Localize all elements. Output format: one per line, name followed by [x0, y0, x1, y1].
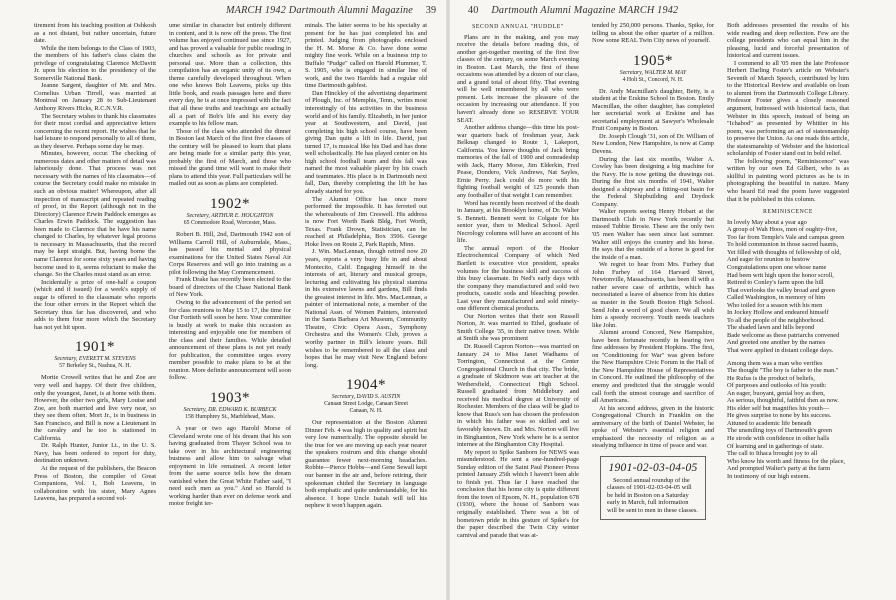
poem-line: Who know his worth and fitness for the place,: [727, 457, 846, 465]
poem-line: Too far from Temple's Vale and campus green: [727, 233, 845, 241]
paragraph: Dr. Russell Capron Norton—was married on January 24 to Miss Janet Wadhams of Torrington, Connecticut at the Center Congregational Church in that city. The bride, a graduate of Skidmore was art teacher at the Wethersfield, Connecticut High School. Russell graduated from Middlebury and received his medical degree at University of Rochester. Members of the class will be glad to know that Russ's son has chosen the profession in which his father was so skilled and so favorably known. Dr. and Mrs. Norton will live in Binghamton, New York where he is a senior internee at the Binghamton City Hospital.: [457, 342, 579, 449]
class-address: 4 Holt St., Concord, N. H.: [622, 76, 684, 83]
poem-line: And eager for reunion to bestow: [727, 256, 810, 264]
class-year: 1902*: [210, 196, 250, 213]
paragraph: Incidentally a prize of one-half a coupon (which and if issued) for a week's supply of sugar is offered to the classmate who reports the four other errors in the Report which the Secretary thus far has discovered, and who adds to them four more which the Secretary has not yet hit upon.: [34, 278, 156, 331]
paragraph: Dr. Joseph Clough '31, son of Dr. William of New London, New Hampshire, is now at Camp Devens.: [592, 132, 714, 156]
class-year: 1903*: [210, 389, 250, 406]
poem-line: Bade welcome as these patriarchs convened: [727, 331, 840, 339]
right-column-3: [727, 22, 849, 598]
paragraph: The Secretary wishes to thank his classmates for their most cordial and appreciative letters concerning the recent report. He wishes that he had leisure to respond personally to all of them, as they deserve. Perhaps some day he may.: [34, 112, 156, 150]
roundup-notice-box: [600, 456, 706, 521]
poem-line: That overlooks the valley broad and green: [727, 286, 835, 294]
poem-line: Yet filled with thoughts of fellowship of old,: [727, 248, 842, 256]
poem-line: His elder self but magnifies his youth—: [727, 404, 830, 412]
right-running-head: [458, 5, 678, 16]
class-secretary: Secretary, EVERETT M. STEVENS: [54, 356, 136, 363]
class-address: 65 Commodore Road, Worcester, Mass.: [183, 220, 277, 227]
class-1905-heading: [592, 53, 714, 84]
paragraph: Alumni around Concord, New Hampshire, have been fortunate recently in hearing two fine addresses by President Hopkins. The first, on "Conditioning for War" was given before the New Hampshire Civic Forum in the Hall of the New Hampshire House of Representatives in Concord. He outlined the philosophy of the enemy and predicted that the struggle would call forth the utmost courage and sacrifice of all Americans.: [592, 329, 714, 405]
poem-line: And prompted Walter's party at the farm: [727, 465, 831, 473]
paragraph: Mortie Crowell writes that he and Zoe are very well and happy. Of their five children, only the youngest, Janet, is at home with them. However, the other two girls, Mary Louise and Zoe, are both married and live very near, so they see them often. Mort Jr., is in business in San Francisco, and Bill is now a Lieutenant in the cavalry and he too is stationed in California.: [34, 374, 156, 442]
paragraph: Minutes, however, occur. The checking of numerous dates and other matters of detail was laboriously done. That process was not necessary with the names of his classmates—of course the Secretary could make no mistake in such an obvious matter! Whereupon, after all inspection of manuscript and repeated reading of proof, in the Report (although not in the Directory) Clarence Erwin Paddock emerges as Charles Erwin Paddock. The suggestion has been made to Clarence that he have his name changed to Charles, by whatever legal process is necessary in Massachusetts, that the record may be kept straight. But, having borne the name Clarence for some sixty years and having become used to it, seems reluctant to make the change. So the Charles must stand as an error.: [34, 150, 156, 279]
poem-line: The shaded lawn and hills beyond: [727, 324, 815, 332]
paragraph: Word has recently been received of the death in January, at his Brooklyn home, of Dr. Walter S. Bennett. Bennett went to Colgate for his senior year, then to Medical School. April Necrology columns will have an account of his life.: [457, 199, 579, 245]
paragraph: Both addresses presented the results of his wide reading and deep reflection. Few are the college presidents who can equal him in the pleasing, lucid and forceful presentation of historical and current issues.: [727, 22, 849, 60]
paragraph: Plans are in the making, and you may receive the details before reading this, of another get-together meeting of the first five classes of the century, on some March evening in Boston. Last March, the first of these occasions was attended by a dozen of our class, and a grand total of about fifty. That evening will be well remembered by all who were present. Lets increase the pleasure of the occasion by increasing our attendance. If you haven't already done so RESERVE YOUR SEAT.: [457, 33, 579, 124]
paragraph: Those of the class who attended the dinner in Boston last March of the first five classes of the century will be pleased to learn that plans are being made for a similar party this year, probably the first of March, and those who missed the grand time will want to make their plans to attend this year. Full particulars will be mailed out as soon as plans are completed.: [169, 127, 291, 188]
paragraph: Dan Hinckley of the advertising department of Plough, Inc. of Memphis, Tenn., writes most interestingly of his activities in the business world and of his family. Elizabeth, in her junior year at Southwestern, and David, just completing his high school course, have been giving Dan quite a lift in life. David, just turned 17, is musical like his Dad and has done well scholastically. He has played center on his high school football team and this fall was named the most valuable player by his coach and teammates. His place is in Dartmouth next fall, Dan, thereby completing the lift he has already started for you.: [305, 89, 427, 196]
class-secretary: Secretary, WALTER M. MAY: [619, 69, 687, 76]
poem: [727, 219, 849, 481]
paragraph: At the request of the publishers, the Beacon Press of Boston, the compiler of Great Companions, Vol. 1, Bob Leavens, in collaboration with his sister, Mary Agnes Leavens, has prepared a second vol-: [34, 464, 156, 503]
class-1901-heading: [34, 339, 156, 370]
poem-line: That were applied in distant college days.: [727, 346, 834, 354]
left-month: MARCH 1942: [226, 5, 287, 16]
paragraph: Our Norton writes that their son Russell Norton, Jr. was married to Ethel, graduate of Smith College '35, in their native town. While at Smith she was prominent: [457, 312, 579, 343]
poem-line: Congratulations upon one whose name: [727, 263, 827, 271]
paragraph: Our representation at the Boston Alumni Dinner Feb. 4 was high in quality and spirit but very low numerically. The opposite should be the true for we are moving up each year nearer the speakers rostrum and this change should guarantee fewer next-morning headaches. Robbie—Pierce Hobbs—and Gene Sewall kept our banner in the air and, before retiring, their spokesman chided the Secretary in language both emphatic and quite understandable, for his absence. I hope Uncle Isaiah will tell his nephew it won't happen again.: [305, 419, 427, 510]
paragraph: tirement from his teaching position at Oshkosh as a not distant, but rather uncertain, future date.: [34, 22, 156, 45]
class-secretary: Secretary, DR. EDWARD K. BURBECK: [183, 406, 277, 413]
paragraph: At his second address, given in the historic Congregational Church in Franklin on the anniversary of the birth of Daniel Webster, he spoke of Webster's essential religion and emphasized the necessity of religion as a steadying influence in time of peace and war.: [592, 404, 714, 450]
paragraph: Dr. Andy Macmillan's daughter, Betty, is a student at the Erskine School in Boston. Emily Macmillan, the other daughter, has completed her secretarial work at Erskine and has secretarial employment at Sawyer's Wholesale Fruit Company in Boston.: [592, 87, 714, 133]
class-1904-heading: [305, 377, 427, 415]
class-1902-heading: [169, 196, 291, 227]
poem-stanza-2: [727, 360, 849, 481]
paragraph: ume similar in character but entirely different in content, and it is now off the press. The first volume has enjoyed continued use since 1927, and has proved a valuable for public reading in churches and schools as for private and personal use. More than a collection, this compilation has an organic unity of its own, a theme carefully developed throughout. When one who knows Bob Leavens, picks up this little book, and reads passages here and there every day, he is at once impressed with the fact that all these truths and teachings are actually all a part of Bob's life and his every day example to his fellow man.: [169, 22, 291, 128]
paragraph: J. Win. MacLennan, though retired now 20 years, reports a very busy life in and about Montecito, Calif. Engaging himself in the interests of art, literary and musical groups, lecturing and cultivating his physical stamina in his extensive lawns and gardens, Bill finds the greatest interest in life. Mrs. MacLennan, a painter of international note, a member of the National Assn. of Women Painters, interested in the Santa Barbara Art Museum, Community Theatre, Civic Opera Assn., Symphony Orchestra and the Women's Club, proves a worthy partner in Bill's leisure years. Bill wishes to be remembered to all the class and hopes that he may visit New England before long.: [305, 248, 427, 369]
left-page-number: 39: [425, 5, 437, 16]
paragraph: During the last six months, Walter A. Cowley has been designing a big machine for the Navy. He is now getting the drawings out. During the first six months of 1941, Walter designed a shipway and a fitting-out basin for the Federal Shipbuilding and Drydock Company.: [592, 155, 714, 208]
right-page-number: 40: [468, 5, 479, 16]
paragraph: The annual report of the Hooker Electrochemical Company of which Ned Bartlett is executive vice president, speaks volumes for the business skill and success of this busy classmate. In Ned's early days with the company they manufactured and sold two products, caustic soda and bleaching powder. Last year they manufactured and sold ninety-one different chemical products.: [457, 244, 579, 313]
paragraph: My report to Spike Sanborn for NEWS was misunderstood. He sent a one-hundred-page Sunday edition of the Saint Paul Pioneer Press printed January 25th which I haven't been able to finish yet. Thus far I have reached the conclusion that his home city is quite different from the town of Epsom, N. H., population 678 (1930), where the house of Sanborn was originally established. There was a bit of hometown pride in this gesture of Spike's for the paper described the Twin City winter carnival and parade that was at-: [457, 448, 579, 539]
poem-line: Had been writ high upon the honor scroll,: [727, 271, 834, 279]
paragraph: Jeanne Sargent, daughter of Mr. and Mrs. Cornelius Urban Tirrell, was married at Montreal on January 28 to Sub-Lieutenant Anthony Rivers Hicks, R.C.N.V.R.: [34, 82, 156, 113]
paragraph: I commend to all '05 men the late Professor Herbert Darling Foster's article on Webster's Seventh of March Speech, contributed by him to the Historical Review and available on loan to alumni from the Dartmouth College Library. Professor Foster gives a closely reasoned argument, buttressed with historical facts, that Webster in this speech, instead of being an "Ichabod" as presented by Whittier in his poem, was performing an act of statesmanship to preserve the Union. As one reads this article, the statesmanship of Webster and the historical scholarship of Foster stand out in bold relief.: [727, 59, 849, 158]
right-column-2: [592, 22, 714, 598]
paragraph: Robert B. Hill, 2nd, Dartmouth 1942 son of Williams Carroll Hill, of Auburndale, Mass., has passed his mental and physical examinations for the United States Naval Air Corps Reserves and will go into training as a pilot following the May Commencement.: [169, 231, 291, 276]
class-secretary: Secretary, ARTHUR E. HOUGHTON: [186, 213, 274, 220]
poem-line: Called Washington, in memory of him: [727, 294, 826, 302]
poem-line: Attuned to academic life beneath: [727, 419, 812, 427]
paragraph: The Alumni Office has once more performed the impossible. It has ferreted out the whereabouts of Jim Creswell. His address is now Fort Worth Bank Bldg, Fort Worth, Texas. Frank Drown, Statistician, can be reached at Philadelphia, Box 3506. George Hoke lives on Route 2, Park Rapids, Minn.: [305, 195, 427, 248]
paragraph: Dr. Ralph Hunter, Junior Lt., in the U. S. Navy, has been ordered to report for duty, destination unknown.: [34, 442, 156, 465]
class-secretary: Secretary, DAVID S. AUSTIN: [331, 394, 401, 401]
class-1903-heading: [169, 390, 291, 421]
right-magazine-title: Dartmouth Alumni Magazine: [491, 5, 616, 16]
paragraph: The following poem, "Reminiscence" was written by our own Ed Gilbert, who is as skillful in painting word pictures as he is in photographing the beautiful in nature. Many who heard Ed read the poem have suggested that it be published in this column.: [727, 157, 849, 203]
paragraph: minals. The latter seems to be his specialty at present for he has just completed his and printed. Judging from photographs enclosed the H. M. Morse & Co. have done some mighty fine work. While on a business trip to Buffalo "Pudge" called on Harold Plummer, T. S. 1905, who is engaged in similar line of work, and the two Harolds had a regular old time Dartmouth gabfest.: [305, 22, 427, 90]
paragraph: Another address change—this time his post-war quarters back of freshman year, Jack Belknap changed to Route 1, Lakeport, California. You know thoughts of Jack bring memories of the fall of 1900 and comradeship with Jack, Harry Morse, Jim Elderkin, Fred Pease, Dondero, Vick Andrews, Nat Sayles, Ernie Perry. Jack could do more with his fighting football weight of 125 pounds than any footballer of that weight I can remember.: [457, 124, 579, 200]
class-year: 1901*: [75, 339, 115, 356]
left-column-3: [305, 22, 427, 598]
paragraph: We regret to hear from Mrs. Furbey that John Furbey of 164 Harvard Street, Newtonville, Massachusetts, has been ill with a rather severe case of arthritis, which has necessitated a leave of absence from his duties as master in the South Boston High School. Send John a word of good cheer. We all wish him a speedy recovery. Youth needs teachers like John.: [592, 261, 714, 329]
poem-line: The unsmiling toys of Dartmouth's green: [727, 427, 832, 435]
poem-line: Who toiled for a season with his men: [727, 301, 823, 309]
left-magazine-title: Dartmouth Alumni Magazine: [288, 5, 413, 16]
class-address: 158 Humphrey St., Marblehead, Mass.: [185, 413, 275, 420]
right-column-1: [457, 22, 579, 598]
left-running-head: [226, 5, 446, 16]
paragraph: Owing to the advancement of the period set for class reunions to May 15 to 17, the time for Our Fortieth will soon be here. Your committee is busily at work to make this occasion as interesting and enjoyable one for members of the class and their families. While detailed announcement of these plans is not yet ready for publication, the committee urges every member possible to make plans to be at the reunion. More definite announcement will soon follow.: [169, 298, 291, 382]
poem-line: He gives surprise to none by his success.: [727, 412, 832, 420]
poem-line: He strode with confidence in other halls: [727, 434, 830, 442]
poem-line: To all the people of the neighborhood.: [727, 316, 825, 324]
poem-stanza-1: [727, 219, 849, 355]
poem-line: Among them was a man who verifies: [727, 359, 823, 367]
right-page: [448, 0, 896, 600]
poem-line: The thought "The boy is father to the man.": [727, 367, 839, 375]
paragraph: While the item belongs to the Class of 1903, the members of his father's class claim the privilege of congratulating Clarence McDavitt Jr. upon his election to the presidency of the Somerville National Bank.: [34, 44, 156, 82]
class-address: Canaan, N. H.: [349, 408, 383, 415]
section-heading: SECOND ANNUAL "HUDDLE": [472, 24, 564, 30]
class-year: 1904*: [346, 377, 386, 394]
poem-line: In Jockey Hollow and endeared himself: [727, 309, 829, 317]
poem-line: To hold communion in those sacred haunts,: [727, 241, 839, 249]
poem-line: A group of Wah Hoos, men of oughty-five,: [727, 226, 837, 234]
poem-line: He Rufus is the product of beliefs,: [727, 374, 815, 382]
left-column-1: [34, 22, 156, 598]
poem-line: In testimony of our high esteem.: [727, 472, 811, 480]
left-column-2: [169, 22, 291, 598]
notice-text: Second annual roundup of the classes of 1901-02-03-04-05 will be held in Boston on a Saturday early in March, full information will be sent to men in these classes.: [607, 476, 698, 514]
poem-line: An eager, buoyant, genial boy as then,: [727, 389, 825, 397]
poem-line: The call to Ithaca brought joy to all: [727, 450, 818, 458]
poem-line: As serious, thoughtful, faithful then as now.: [727, 397, 839, 405]
paragraph: A year or two ago Harold Morse of Cleveland wrote one of his dream that his son having graduated from Thayer School was to take over in his architectural engineering business and allow him to salvage what enjoyment in life remained. A recent letter from the same source tells how the dream vanished when the Great White Father said, "I need such men as you." And so Harold is working harder than ever on defense work and motor freight ter-: [169, 424, 291, 508]
poem-title: REMINISCENCE: [762, 209, 814, 216]
paragraph: Walter reports seeing Henry Hobart at the Dartmouth Club in New York recently but missed Tubbie Brosie. These are the only two '05 men Walter has seen since last summer. Walter still enjoys the country and his horse. He says that the outside of a horse is good for the inside of a man.: [592, 208, 714, 261]
poem-line: In lovely May about a year ago: [727, 218, 807, 226]
notice-title: 1901-02-03-04-05: [608, 461, 698, 474]
paragraph: Frank Drake has recently been elected to the board of directors of the Chase National Bank of New York.: [169, 276, 291, 299]
poem-line: And greeted one another by the names: [727, 339, 826, 347]
poem-line: Of learning and in gatherings of state.: [727, 442, 824, 450]
right-month: MARCH 1942: [618, 5, 679, 16]
paragraph: tended by 250,000 persons. Thanks, Spike, for telling us about the other quarter of a million. Now some REAL Twin City news of yourself.: [592, 22, 714, 45]
poem-line: Of purposes and outlooks of his youth:: [727, 382, 827, 390]
class-address: Canaan Street Lodge, Canaan Street: [324, 401, 408, 408]
class-address: 57 Berkeley St., Nashua, N. H.: [59, 363, 131, 370]
class-year: 1905*: [633, 52, 673, 69]
poem-line: Retired to Conley's farm upon the hill: [727, 279, 824, 287]
